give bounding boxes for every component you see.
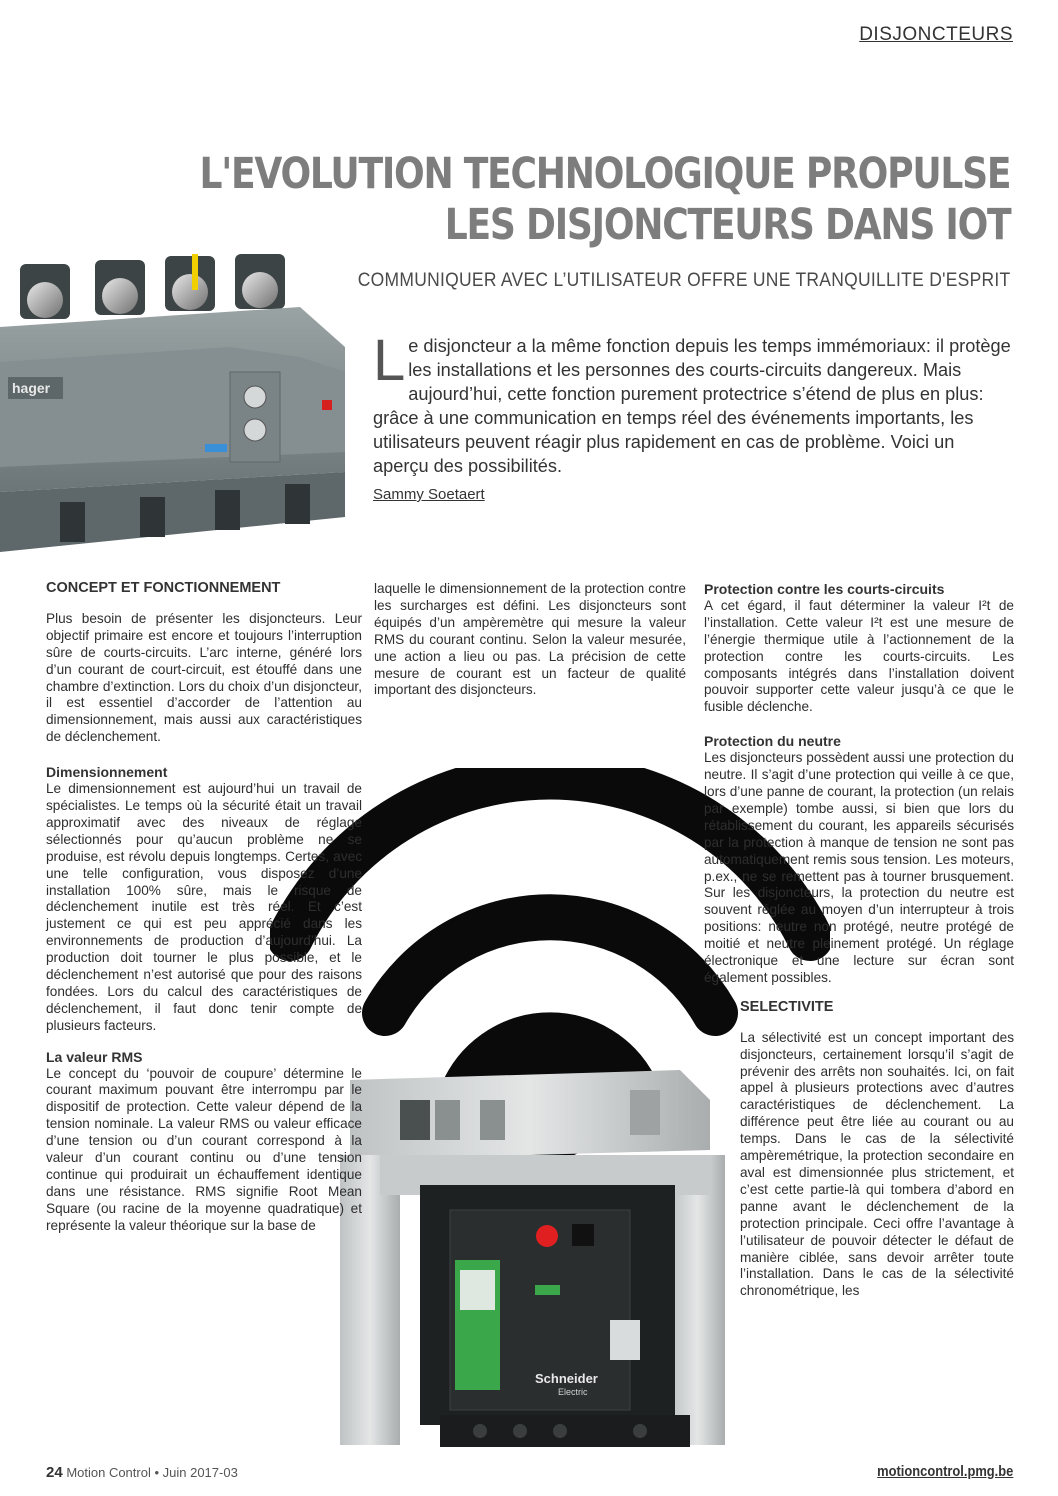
magazine-issue: Motion Control • Juin 2017-03 [66, 1465, 238, 1480]
page-number: 24 [46, 1464, 63, 1481]
paragraph-rms: Le concept du ‘pouvoir de coupure’ détermine le courant maximum pouvant être interrompu par le dispositif de protection. Cette valeur dépend de la tension nominale. La valeur RMS ou valeur efficace d’une tension ou d’un courant correspond à la valeur d’un courant continu ou d’une tension continue qui produirait un échauffement identique dans une résistance. RMS signifie Root Mean Square (ou racine de la moyenne quadratique) et représente la valeur théorique sur la base de [46, 1065, 362, 1233]
footer-left [46, 1464, 238, 1481]
heading-rms: La valeur RMS [46, 1048, 143, 1065]
section-tag: DISJONCTEURS [859, 24, 1013, 45]
drop-cap: L [373, 328, 406, 393]
article-title-line1: L'EVOLUTION TECHNOLOGIQUE PROPULSE [199, 149, 1010, 199]
footer-url-link[interactable]: motioncontrol.pmg.be [876, 1463, 1013, 1480]
hager-logo: hager [12, 380, 51, 396]
schneider-logo-sub: Electric [558, 1387, 588, 1397]
paragraph-neutre: Les disjoncteurs possèdent aussi une protection du neutre. Il s’agit d’une protection qui veille à ce que, lors d’une panne de courant, la protection (un relais par exemple) tombe aussi, si bien que lors du rétablissement du courant, les appareils sécurisés par la protection à manque de tension ne sont pas automatiquement remis sous tension. Les moteurs, p.ex., ne se remettent pas à tourner brusquement. Sur les disjoncteurs, la protection du neutre est souvent réglée au moyen d’un interrupteur à trois positions: neutre non protégé, neutre protégé de moitié et neutre pleinement protégé. Un réglage électronique et une lecture sur écran sont également possibles. [704, 750, 1014, 985]
heading-courts-circuits: Protection contre les courts-circuits [704, 581, 945, 597]
article-title-line2: LES DISJONCTEURS DANS IOT [444, 200, 1010, 250]
column-3 [704, 581, 1014, 1300]
column-1 [46, 580, 362, 1235]
heading-selectivite: SELECTIVITE [740, 998, 834, 1015]
article-subtitle: COMMUNIQUER AVEC L’UTILISATEUR OFFRE UNE TRANQUILLITE D'ESPRIT [357, 270, 1010, 291]
heading-concept: CONCEPT ET FONCTIONNEMENT [46, 580, 281, 596]
heading-neutre: Protection du neutre [704, 733, 841, 750]
article-intro [373, 328, 1013, 478]
column-2 [374, 581, 686, 699]
paragraph-concept: Plus besoin de présenter les disjoncteurs. Leur objectif primaire est encore et toujours l’interruption sûre de courts-circuits. L’arc interne, généré lors d’un courant de court-circuit, est étouffé dans une chambre d’extinction. Lors du choix d’un disjoncteur, il est essentiel d’accorder de l’attention au dimensionnement, mais aussi aux caractéristiques de déclenchement. [46, 610, 362, 745]
hager-breaker-photo [0, 252, 370, 552]
paragraph-rms-continued: laquelle le dimensionnement de la protection contre les surcharges est défini. Les disjoncteurs sont équipés d’un ampèremètre qui mesure la valeur RMS du courant continu. Selon la valeur mesurée, une action a lieu ou pas. La précision de cette mesure de courant est un facteur de qualité important des disjoncteurs. [374, 581, 686, 698]
paragraph-dimensionnement: Le dimensionnement est aujourd’hui un travail de spécialistes. Le temps où la sécurité était un travail approximatif avec des niveaux de réglage sélectionnés pour qu’aucun problème ne se produise, est révolu depuis longtemps. Certes, avec une telle configuration, vous disposez d’une installation 100% sûre, mais le risque de déclenchement inutile est très réel. Et c’est justement ce qui est peu apprécié dans les environnements de production d’aujourd’hui. La production doit tourner le plus possible, et le déclenchement n’est autorisé que pour des raisons fondées. Lors du calcul des caractéristiques de déclenchement, il faut donc tenir compte de plusieurs facteurs. [46, 781, 362, 1033]
schneider-breaker-photo [340, 1060, 728, 1452]
intro-text: e disjoncteur a la même fonction depuis les temps immémoriaux: il protège les installations et les personnes des courts-circuits dangereux. Mais aujourd’hui, cette fonction purement protectrice s’étend de plus en plus: grâce à une communication en temps réel des événements importants, les utilisateurs peuvent réagir plus rapidement en cas de problème. Voici un aperçu des possibilités. [373, 336, 1011, 476]
schneider-logo: Schneider [535, 1371, 598, 1386]
paragraph-selectivite: La sélectivité est un concept important des disjoncteurs, certainement lorsqu’il s’agit de prévenir des arrêts non souhaités. Ici, on fait appel à plusieurs protections avec d’autres caractéristiques de déclenchement. La différence peut être liée au courant ou au temps. Dans le cas de la sélectivité ampèremétrique, la protection secondaire en aval est dimensionnée plus strictement, et c’est cette partie-là qui tombera d’abord en panne avant le déclenchement de la protection principale. Ceci offre l’avantage à l’utilisateur de pouvoir détecter le défaut de manière ciblée, sans devoir arrêter toute l’installation. Dans le cas de la sélectivité chronométrique, les [740, 1029, 1014, 1299]
author-link[interactable]: Sammy Soetaert [373, 486, 485, 503]
paragraph-courts-circuits: A cet égard, il faut déterminer la valeur I²t de l’installation. Cette valeur I²t est une mesure de l’énergie thermique utile à l’actionnement de la protection contre les courts-circuits. Les composants intégrés dans l’installation doivent pouvoir supporter cette valeur jusqu’à ce que le fusible déclenche. [704, 597, 1014, 715]
heading-dimensionnement: Dimensionnement [46, 764, 168, 781]
